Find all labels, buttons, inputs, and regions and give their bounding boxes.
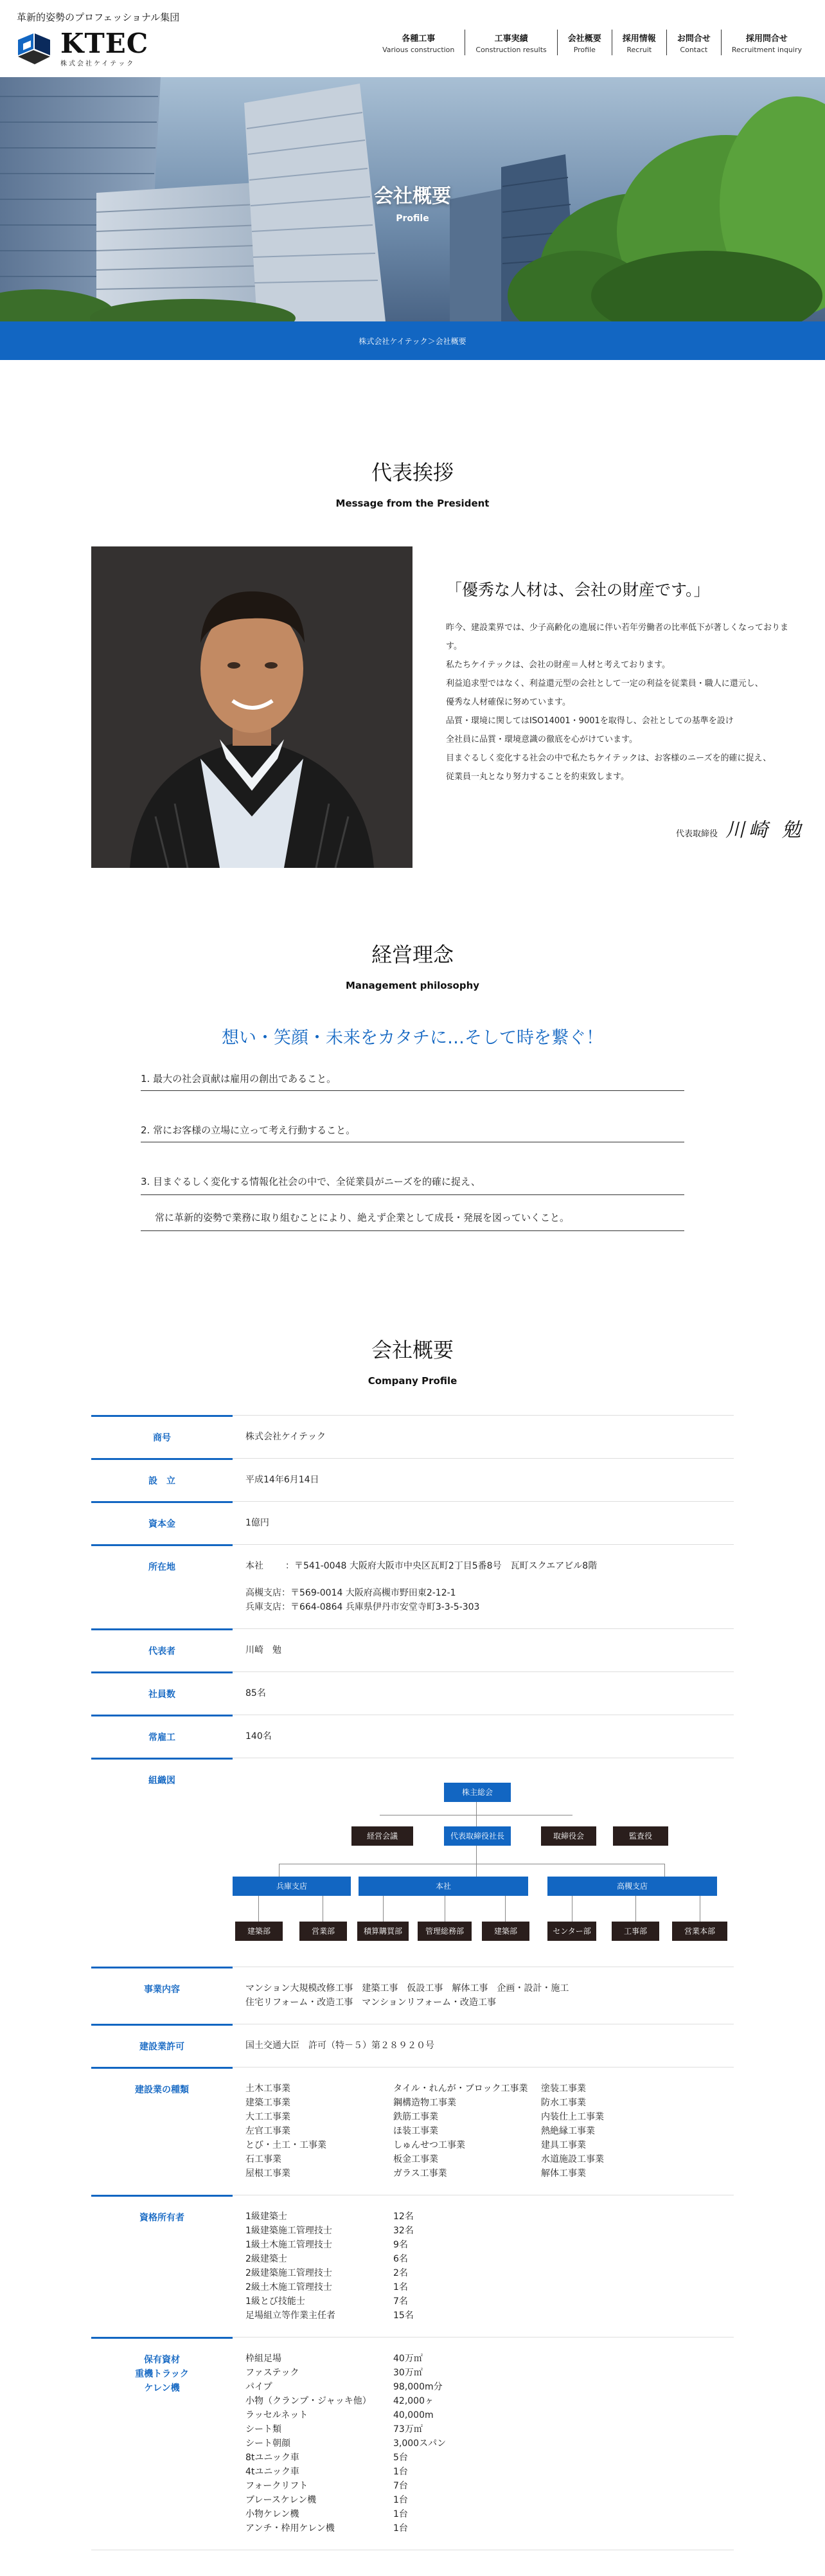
equipment-amount: 1台	[393, 2523, 408, 2534]
profile-row-qualified	[91, 2195, 734, 2337]
equipment-name: 4tユニック車	[245, 2467, 299, 2477]
address-label: 兵庫支店	[245, 1602, 281, 1612]
org-node-dept: 建築部	[482, 1922, 529, 1941]
equipment-label: 保有資材	[144, 2355, 180, 2365]
message-line: 私たちケイテックは、会社の財産＝人材と考えております。	[446, 660, 671, 670]
nav-sublabel: Profile	[573, 45, 596, 54]
philosophy-text: 3. 目まぐるしく変化する情報化社会の中で、全従業員がニーズを的確に捉え、	[141, 1175, 684, 1195]
equipment-label: 重機トラック	[135, 2369, 189, 2379]
profile-value: 国土交通大臣 許可（特－５）第２８９２０号	[245, 2040, 434, 2051]
breadcrumb	[0, 321, 825, 360]
signature-title: 代表取締役	[676, 829, 718, 839]
message-body	[446, 618, 806, 786]
construction-type: 屋根工事業	[245, 2168, 290, 2179]
business-line: 住宅リフォーム・改造工事 マンションリフォーム・改造工事	[245, 1997, 496, 2008]
construction-type: ガラス工事業	[393, 2168, 447, 2179]
construction-type: 鉄筋工事業	[393, 2112, 438, 2122]
org-node-dept: 工事部	[612, 1922, 659, 1941]
nav-sublabel: Recruit	[626, 45, 652, 54]
construction-type: 土木工事業	[245, 2084, 290, 2094]
equipment-amount: 42,000ヶ	[393, 2396, 434, 2406]
equipment-name: 枠組足場	[245, 2354, 281, 2364]
profile-value: 140名	[245, 1731, 272, 1742]
nav-sublabel: Recruitment inquiry	[731, 45, 802, 54]
profile-value	[233, 1967, 734, 2024]
equipment-amount: 73万㎡	[393, 2424, 423, 2435]
org-chart	[233, 1772, 734, 1952]
president-photo	[91, 546, 412, 868]
philosophy-item	[141, 1168, 684, 1231]
construction-type: 塗装工事業	[541, 2084, 586, 2094]
philosophy-title: 経営理念	[371, 942, 454, 967]
equipment-name: フォークリフト	[245, 2481, 308, 2491]
message-line: 利益追求型ではなく、利益還元型の会社として一定の利益を従業員・職人に還元し、	[446, 679, 763, 689]
equipment-amount: 40万㎡	[393, 2354, 423, 2364]
org-node: 経営会議	[351, 1826, 413, 1846]
philosophy-list	[141, 1065, 684, 1231]
equipment-amount: 30万㎡	[393, 2368, 423, 2378]
profile-value: 1億円	[245, 1518, 269, 1528]
profile-row-org-chart	[91, 1758, 734, 1967]
equipment-name: 小物ケレン機	[245, 2509, 299, 2519]
construction-type: しゅんせつ工事業	[393, 2140, 465, 2150]
org-chart-container	[233, 1758, 734, 1967]
profile-label: 事業内容	[91, 1967, 233, 2024]
profile-value	[233, 1545, 734, 1628]
global-nav	[372, 30, 812, 55]
equipment-amount: 7台	[393, 2481, 408, 2491]
qualification-count: 9名	[393, 2240, 408, 2250]
nav-sublabel: Contact	[680, 45, 708, 54]
tagline: 革新的姿勢のプロフェッショナル集団	[17, 12, 180, 23]
construction-types-grid	[245, 2082, 734, 2181]
profile-label	[91, 2337, 233, 2550]
message-line: 昨今、建設業界では、少子高齢化の進展に伴い若年労働者の比率低下が著しくなっておりま	[446, 623, 789, 633]
profile-value: 平成14年6月14日	[245, 1475, 319, 1485]
message-subtitle: Message from the President	[335, 498, 490, 509]
equipment-name: シート朝顔	[245, 2438, 290, 2449]
nav-recruit[interactable]	[612, 30, 666, 55]
profile-row-name	[91, 1415, 734, 1458]
address-label: 本社	[245, 1561, 263, 1571]
org-node-dept: 営業部	[299, 1922, 347, 1941]
president-message	[0, 546, 825, 868]
profile-row-workers	[91, 1715, 734, 1758]
message-headline: 「優秀な人材は、会社の財産です。」	[446, 581, 710, 599]
equipment-amount: 5台	[393, 2453, 408, 2463]
equipment-name: ラッセルネット	[245, 2410, 308, 2420]
org-node-dept: 管理総務部	[418, 1922, 472, 1941]
profile-label: 設 立	[91, 1458, 233, 1501]
org-node-shareholders: 株主総会	[444, 1783, 511, 1802]
equipment-name: アンチ・枠用ケレン機	[245, 2523, 335, 2534]
profile-label: 組織図	[91, 1758, 233, 1967]
profile-label: 所在地	[91, 1544, 233, 1628]
nav-recruitment-inquiry[interactable]	[721, 30, 812, 55]
qualification-count: 32名	[393, 2226, 414, 2236]
construction-type: 左官工事業	[245, 2126, 290, 2136]
profile-value	[233, 2195, 734, 2337]
profile-label: 代表者	[91, 1628, 233, 1671]
profile-value: 85名	[245, 1688, 266, 1698]
qualification-count: 1名	[393, 2282, 408, 2292]
construction-type: 鋼構造物工事業	[393, 2098, 456, 2108]
profile-value	[233, 2337, 734, 2550]
qualification-count: 15名	[393, 2310, 414, 2321]
nav-contact[interactable]	[666, 30, 721, 55]
philosophy-item	[141, 1065, 684, 1091]
profile-value: 川崎 勉	[245, 1645, 281, 1655]
address-branch2: ：〒664-0864 兵庫県伊丹市安堂寺町3-3-5-303	[281, 1602, 480, 1612]
equipment-amount: 3,000スパン	[393, 2438, 447, 2449]
nav-label: 会社概要	[567, 33, 601, 44]
equipment-name: ファステック	[245, 2368, 299, 2378]
equipment-amount: 1台	[393, 2467, 408, 2477]
equipment-name: シート類	[245, 2424, 281, 2435]
hero-banner	[0, 77, 825, 321]
qualification-name: 1級土木施工管理技士	[245, 2240, 332, 2250]
profile-row-capital	[91, 1501, 734, 1544]
philosophy-text-cont: 常に革新的姿勢で業務に取り組むことにより、絶えず企業として成長・発展を図っていくこと。	[141, 1195, 684, 1231]
site-logo[interactable]	[17, 28, 149, 68]
profile-label: 建設業許可	[91, 2024, 233, 2067]
construction-type: 解体工事業	[541, 2168, 586, 2179]
equipment-amount: 40,000m	[393, 2410, 434, 2420]
org-node: 代表取締役社長	[444, 1826, 511, 1846]
profile-value	[233, 2067, 734, 2195]
logo-subtext: 株式会社ケイテック	[60, 60, 136, 68]
construction-type: ほ装工事業	[393, 2126, 438, 2136]
equipment-amount: 98,000m分	[393, 2382, 443, 2392]
profile-label: 建設業の種類	[91, 2067, 233, 2195]
logo-name: KTEC	[60, 28, 149, 59]
construction-type: 板金工事業	[393, 2154, 438, 2165]
hero-subtitle: Profile	[396, 213, 429, 224]
construction-type: 大工工事業	[245, 2112, 290, 2122]
construction-type: 建築工事業	[245, 2098, 290, 2108]
site-header	[0, 0, 825, 77]
hero-title: 会社概要	[374, 185, 451, 208]
nav-label: お問合せ	[677, 33, 711, 44]
construction-type: タイル・れんが・ブロック工事業	[393, 2084, 528, 2094]
profile-row-equipment	[91, 2337, 734, 2550]
qualification-count: 2名	[393, 2268, 408, 2278]
construction-type: 内装仕上工事業	[541, 2112, 604, 2122]
qualification-grid	[245, 2210, 734, 2323]
qualification-name: 足場組立等作業主任者	[245, 2310, 335, 2321]
philosophy-headline: 想い・笑顔・未来をカタチに…そして時を繋ぐ！	[222, 1028, 603, 1048]
qualification-count: 12名	[393, 2211, 414, 2222]
message-line: 品質・環境に関してはISO14001・9001を取得し、会社としての基準を設け	[446, 716, 734, 726]
qualification-name: 2級土木施工管理技士	[245, 2282, 332, 2292]
profile-title: 会社概要	[371, 1338, 454, 1362]
equipment-name: 8tユニック車	[245, 2453, 299, 2463]
org-node: 取締役会	[541, 1826, 596, 1846]
nav-profile[interactable]	[557, 30, 612, 55]
construction-type: 熱絶縁工事業	[541, 2126, 595, 2136]
signature-name: 川崎 勉	[725, 819, 805, 842]
message-line: 優秀な人材確保に努めています。	[446, 698, 571, 707]
org-node-branch: 高槻支店	[547, 1877, 717, 1896]
construction-type: とび・土工・工事業	[245, 2140, 326, 2150]
nav-label: 採用情報	[622, 33, 656, 44]
nav-construction[interactable]	[372, 30, 465, 55]
message-line: す。	[446, 642, 462, 651]
message-title: 代表挨拶	[371, 460, 454, 485]
philosophy-text: 2. 常にお客様の立場に立って考え行動すること。	[141, 1124, 356, 1136]
philosophy-subtitle: Management philosophy	[345, 980, 480, 991]
profile-row-representative	[91, 1628, 734, 1671]
qualification-name: 1級建築施工管理技士	[245, 2226, 332, 2236]
profile-label: 資格所有者	[91, 2195, 233, 2337]
logo-mark-icon	[17, 33, 51, 66]
org-node-dept: センター部	[547, 1922, 596, 1941]
equipment-amount: 1台	[393, 2495, 408, 2505]
profile-label: 商号	[91, 1415, 233, 1458]
nav-results[interactable]	[465, 30, 556, 55]
philosophy-text: 1. 最大の社会貢献は雇用の創出であること。	[141, 1073, 337, 1085]
profile-value: 株式会社ケイテック	[245, 1432, 326, 1442]
org-node-branch: 兵庫支店	[233, 1877, 351, 1896]
profile-row-employees	[91, 1671, 734, 1715]
profile-label: 常雇工	[91, 1715, 233, 1758]
nav-label: 各種工事	[402, 33, 436, 44]
equipment-name: 小物（クランプ・ジャッキ他）	[245, 2396, 371, 2406]
construction-type: 石工事業	[245, 2154, 281, 2165]
company-profile-table	[91, 1415, 734, 2550]
qualification-name: 2級建築施工管理技士	[245, 2268, 332, 2278]
address-head: ：〒541-0048 大阪府大阪市中央区瓦町2丁目5番8号 瓦町スクエアビル8階	[285, 1561, 598, 1571]
philosophy-item	[141, 1117, 684, 1142]
address-label: 高槻支店	[245, 1588, 281, 1598]
nav-label: 採用問合せ	[745, 33, 788, 44]
org-node-branch: 本社	[359, 1877, 528, 1896]
nav-label: 工事実績	[494, 33, 528, 44]
construction-type: 防水工事業	[541, 2098, 586, 2108]
org-node-dept: 営業本部	[672, 1922, 727, 1941]
nav-sublabel: Various construction	[382, 45, 455, 54]
equipment-amount: 1台	[393, 2509, 408, 2519]
org-node-dept: 積算購買部	[357, 1922, 409, 1941]
profile-row-founded	[91, 1458, 734, 1501]
profile-row-license	[91, 2024, 734, 2067]
breadcrumb-text[interactable]: 株式会社ケイテック＞会社概要	[359, 336, 466, 346]
qualification-count: 7名	[393, 2296, 408, 2307]
message-line: 従業員一丸となり努力することを約束致します。	[446, 772, 629, 782]
org-node-dept: 建築部	[235, 1922, 283, 1941]
message-line: 目まぐるしく変化する社会の中で私たちケイテックは、お客様のニーズを的確に捉え、	[446, 753, 772, 763]
org-node: 監査役	[613, 1826, 668, 1846]
business-line: マンション大規模改修工事 建築工事 仮設工事 解体工事 企画・設計・施工	[245, 1983, 569, 1994]
profile-label: 社員数	[91, 1671, 233, 1715]
message-text	[446, 577, 806, 786]
equipment-label: ケレン機	[144, 2383, 180, 2393]
construction-type: 水道施設工事業	[541, 2154, 604, 2165]
nav-sublabel: Construction results	[475, 45, 547, 54]
equipment-grid	[245, 2352, 734, 2535]
equipment-name: ブレースケレン機	[245, 2495, 317, 2505]
qualification-count: 6名	[393, 2254, 408, 2264]
president-signature	[676, 814, 805, 842]
message-line: 全社員に品質・環境意識の徹底を心がけています。	[446, 735, 637, 744]
profile-row-address	[91, 1544, 734, 1628]
profile-label: 資本金	[91, 1501, 233, 1544]
profile-row-business	[91, 1967, 734, 2024]
qualification-name: 1級とび技能士	[245, 2296, 305, 2307]
qualification-name: 2級建築士	[245, 2254, 287, 2264]
equipment-name: パイプ	[245, 2382, 272, 2392]
profile-row-construction-types	[91, 2067, 734, 2195]
address-branch1: ：〒569-0014 大阪府高槻市野田東2-12-1	[281, 1588, 456, 1598]
construction-type: 建具工事業	[541, 2140, 586, 2150]
profile-subtitle: Company Profile	[368, 1375, 457, 1387]
qualification-name: 1級建築士	[245, 2211, 287, 2222]
